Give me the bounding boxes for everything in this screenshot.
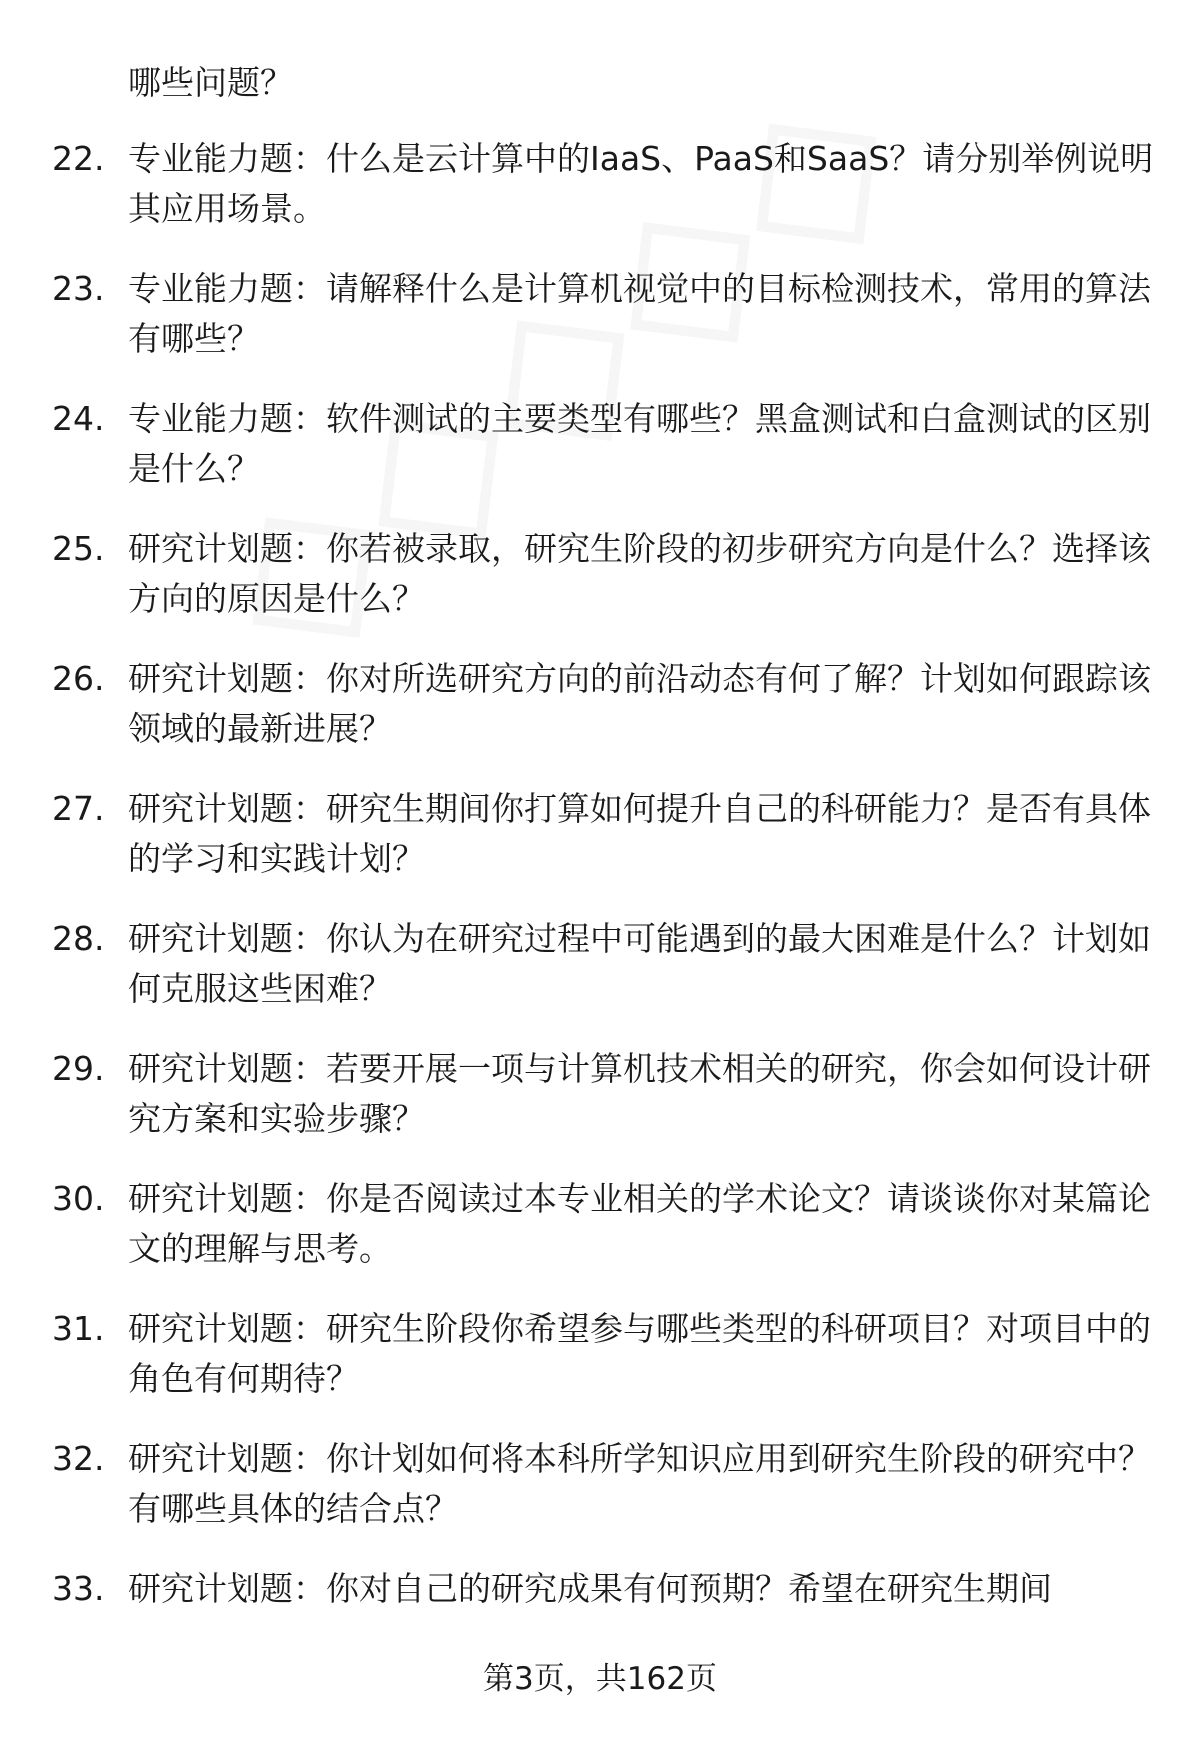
question-item bbox=[0, 134, 1200, 264]
question-number: 25. bbox=[52, 529, 105, 568]
question-item bbox=[0, 1044, 1200, 1174]
question-text: 研究计划题：若要开展一项与计算机技术相关的研究，你会如何设计研究方案和实验步骤？ bbox=[128, 1049, 1151, 1138]
question-number: 33. bbox=[52, 1569, 105, 1608]
question-number: 30. bbox=[52, 1179, 105, 1218]
question-text: 研究计划题：你是否阅读过本专业相关的学术论文？请谈谈你对某篇论文的理解与思考。 bbox=[128, 1179, 1151, 1268]
continuation-text: 哪些问题？ bbox=[128, 63, 293, 102]
question-text: 研究计划题：你对所选研究方向的前沿动态有何了解？计划如何跟踪该领域的最新进展？ bbox=[128, 659, 1151, 748]
question-text: 研究计划题：你认为在研究过程中可能遇到的最大困难是什么？计划如何克服这些困难？ bbox=[128, 919, 1151, 1008]
question-item bbox=[0, 784, 1200, 914]
question-text: 研究计划题：你若被录取，研究生阶段的初步研究方向是什么？选择该方向的原因是什么？ bbox=[128, 529, 1151, 618]
question-number: 23. bbox=[52, 269, 105, 308]
question-text: 专业能力题：请解释什么是计算机视觉中的目标检测技术，常用的算法有哪些？ bbox=[128, 269, 1151, 358]
question-text: 研究计划题：你计划如何将本科所学知识应用到研究生阶段的研究中？有哪些具体的结合点？ bbox=[128, 1439, 1151, 1528]
question-number: 24. bbox=[52, 399, 105, 438]
question-list bbox=[0, 134, 1200, 1694]
question-text: 研究计划题：研究生期间你打算如何提升自己的科研能力？是否有具体的学习和实践计划？ bbox=[128, 789, 1151, 878]
question-item bbox=[0, 1434, 1200, 1564]
question-number: 28. bbox=[52, 919, 105, 958]
question-item bbox=[0, 1304, 1200, 1434]
question-text: 研究计划题：你对自己的研究成果有何预期？希望在研究生期间 bbox=[128, 1569, 1052, 1608]
page-footer: 第3页，共162页 bbox=[483, 1661, 717, 1697]
question-text: 研究计划题：研究生阶段你希望参与哪些类型的科研项目？对项目中的角色有何期待？ bbox=[128, 1309, 1151, 1398]
question-number: 32. bbox=[52, 1439, 105, 1478]
question-text: 专业能力题：什么是云计算中的IaaS、PaaS和SaaS？请分别举例说明其应用场景。 bbox=[128, 139, 1154, 228]
question-item bbox=[0, 654, 1200, 784]
question-number: 27. bbox=[52, 789, 105, 828]
question-item bbox=[0, 394, 1200, 524]
question-number: 26. bbox=[52, 659, 105, 698]
question-item bbox=[0, 914, 1200, 1044]
question-number: 22. bbox=[52, 139, 105, 178]
question-item bbox=[0, 524, 1200, 654]
question-text: 专业能力题：软件测试的主要类型有哪些？黑盒测试和白盒测试的区别是什么？ bbox=[128, 399, 1151, 488]
question-item bbox=[0, 1174, 1200, 1304]
question-item bbox=[0, 264, 1200, 394]
question-number: 29. bbox=[52, 1049, 105, 1088]
question-number: 31. bbox=[52, 1309, 105, 1348]
